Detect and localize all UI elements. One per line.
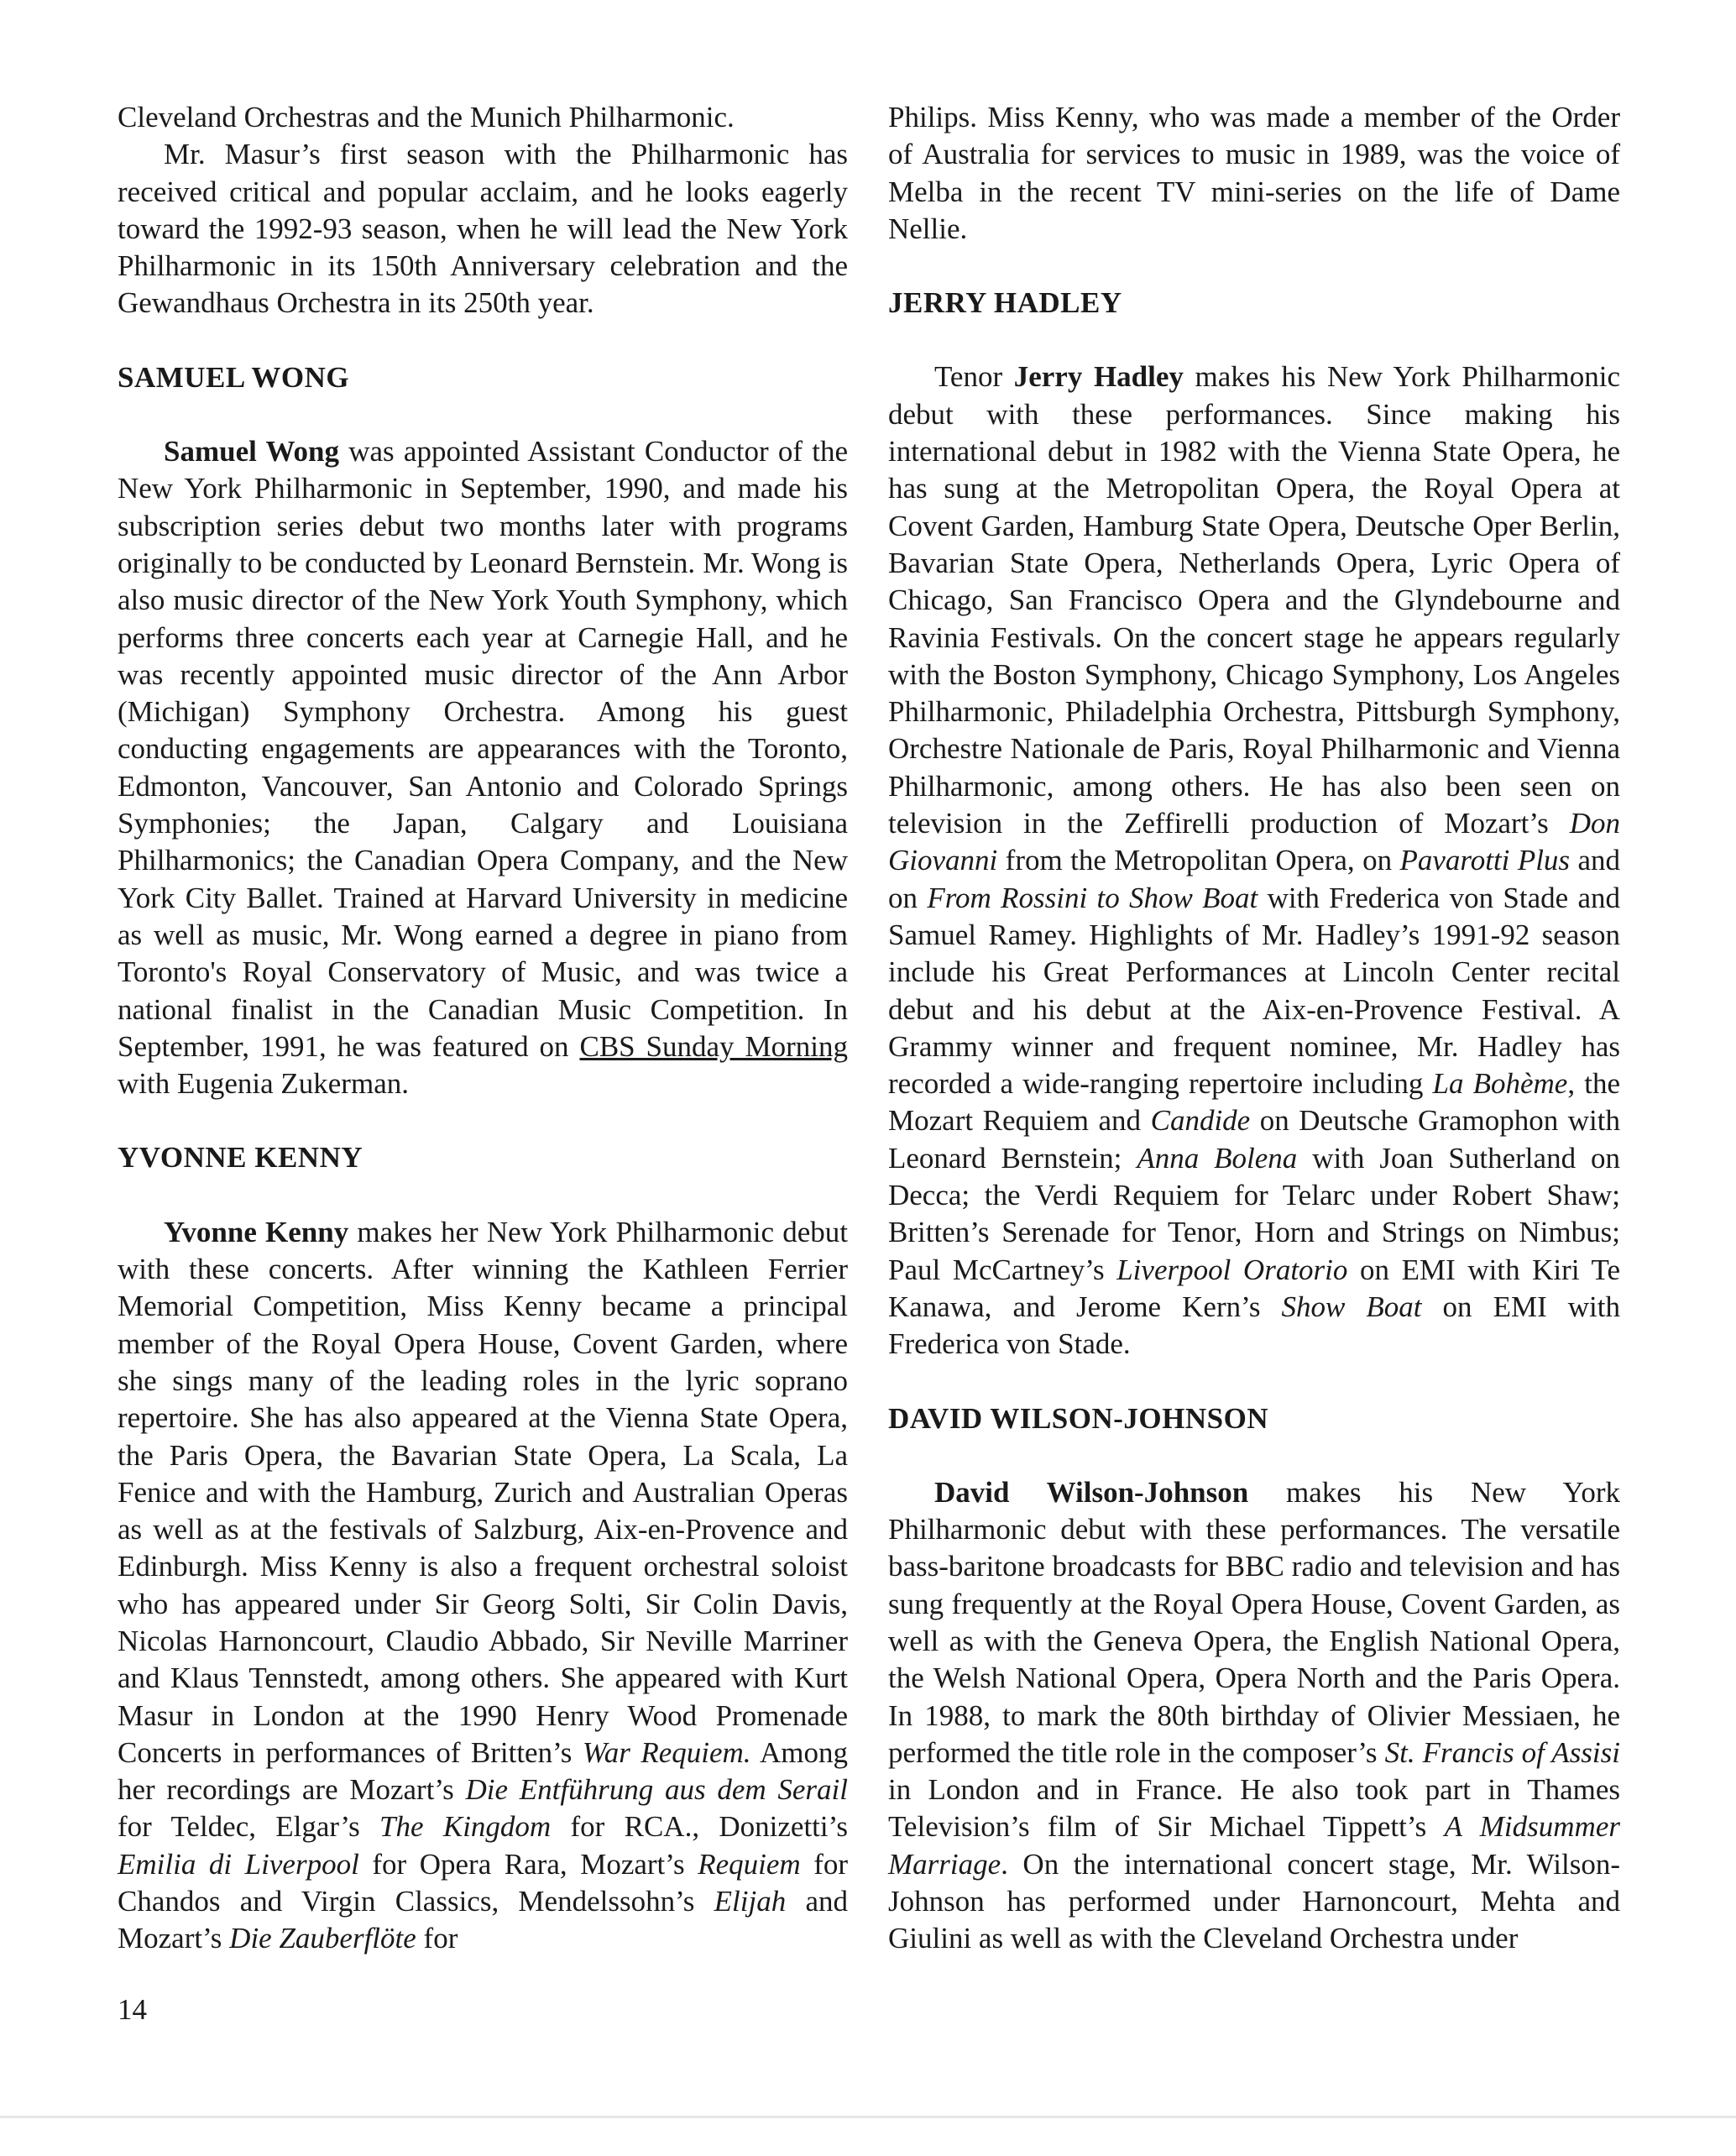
hadley-text-9: on EMI with Frederica von Stade. bbox=[888, 1290, 1620, 1361]
kenny-text-8: for bbox=[416, 1922, 458, 1955]
wilson-text-2: in London and in France. He also took part in Thames Television’s film of Sir Michael Tippett’s bbox=[888, 1773, 1620, 1844]
kenny-text-3: for Teldec, Elgar’s bbox=[118, 1810, 380, 1844]
kenny-work-elijah: Elijah bbox=[714, 1885, 787, 1918]
kenny-text-6: for Chandos and Virgin Classics, Mendelssohn’s bbox=[118, 1847, 849, 1918]
kenny-text-4: for RCA., Donizetti’s bbox=[551, 1810, 848, 1844]
left-column bbox=[118, 99, 848, 1958]
wilson-johnson-bio bbox=[888, 1474, 1620, 1958]
hadley-work-show-boat: Show Boat bbox=[1281, 1290, 1422, 1323]
kenny-work-kingdom: The Kingdom bbox=[379, 1810, 552, 1844]
wong-show-title: CBS Sunday Morning bbox=[579, 1029, 848, 1063]
hadley-work-rossini-show-boat: From Rossini to Show Boat bbox=[927, 881, 1258, 914]
kenny-bio-continued: Philips. Miss Kenny, who was made a member of the Order of Australia for services to music in 1989, was the voice of Melba in the recent TV mini-series on the life of Dame Nellie. bbox=[888, 101, 1620, 245]
kenny-text-1: makes her New York Philharmonic debut with these concerts. After winning the Kathleen Ferrier Memorial Competition, Miss Kenny became a principal member of the Royal Opera House, Covent Garden, where she sings many of the leading roles in the lyric soprano repertoire. She has also appeared at the Vienna State Opera, the Paris Opera, the Bavarian State Opera, La Scala, La Fenice and with the Hamburg, Zurich and Australian Operas as well as at the festivals of Salzburg, Aix-en-Provence and Edinburgh. Miss Kenny is also a frequent orchestral soloist who has appeared under Sir Georg Solti, Sir Colin Davis, Nicolas Harnoncourt, Claudio Abbado, Sir Neville Marriner and Klaus Tennstedt, among others. She appeared with Kurt Masur in London at the 1990 Henry Wood Promenade Concerts in performances of Britten’s bbox=[118, 1215, 848, 1769]
hadley-work-la-boheme: La Bohème bbox=[1432, 1067, 1568, 1101]
heading-yvonne-kenny: YVONNE KENNY bbox=[118, 1141, 363, 1175]
masur-bio-continued-p1: Cleveland Orchestras and the Munich Philharmonic. bbox=[118, 101, 735, 133]
right-column bbox=[888, 99, 1620, 1958]
page-number: 14 bbox=[118, 1993, 147, 2026]
wong-text-2: with Eugenia Zukerman. bbox=[118, 1067, 409, 1101]
kenny-work-emilia: Emilia di Liverpool bbox=[118, 1847, 359, 1881]
hadley-text-7: with Joan Sutherland on Decca; the Verdi Requiem for Telarc under Robert Shaw; Britten’s Serenade for Tenor, Horn and Strings on Nimbus; Paul McCartney’s bbox=[888, 1141, 1620, 1286]
hadley-bio bbox=[888, 358, 1620, 1363]
heading-david-wilson-johnson: DAVID WILSON-JOHNSON bbox=[888, 1401, 1269, 1435]
kenny-work-zauberflote: Die Zauberflöte bbox=[229, 1922, 416, 1955]
kenny-text-2: Among her recordings are Mozart’s bbox=[118, 1735, 848, 1807]
hadley-name: Jerry Hadley bbox=[1013, 360, 1184, 394]
hadley-text-3: and on bbox=[888, 844, 1620, 914]
hadley-work-anna-bolena: Anna Bolena bbox=[1137, 1141, 1298, 1175]
kenny-text-5: for Opera Rara, Mozart’s bbox=[358, 1847, 698, 1881]
wong-name: Samuel Wong bbox=[164, 435, 339, 468]
wilson-text-1: makes his New York Philharmonic debut with these performances. The versatile bass-baritone broadcasts for BBC radio and television and has sung frequently at the Royal Opera House, Covent Garden, as well as with the Geneva Opera, the English National Opera, the Welsh National Opera, Opera North and the Paris Opera. In 1988, to mark the 80th birthday of Olivier Messiaen, he performed the title role in the composer’s bbox=[888, 1475, 1620, 1769]
kenny-text-7: and Mozart’s bbox=[118, 1885, 848, 1955]
hadley-work-liverpool-oratorio: Liverpool Oratorio bbox=[1116, 1253, 1348, 1286]
wilson-johnson-name: David Wilson-Johnson bbox=[934, 1475, 1249, 1509]
heading-jerry-hadley: JERRY HADLEY bbox=[888, 286, 1122, 320]
hadley-work-candide: Candide bbox=[1150, 1104, 1251, 1138]
wilson-work-st-francis: St. Francis of Assisi bbox=[1384, 1735, 1620, 1769]
wong-text-1: was appointed Assistant Conductor of the New York Philharmonic in September, 1990, and made his subscription series debut two months later with programs originally to be conducted by Leonard Bernstein. Mr. Wong is also music director of the New York Youth Symphony, which performs three concerts each year at Carnegie Hall, and he was recently appointed music director of the Ann Arbor (Michigan) Symphony Orchestra. Among his guest conducting engagements are appearances with the Toronto, Edmonton, Vancouver, San Antonio and Colorado Springs Symphonies; the Japan, Calgary and Louisiana Philharmonics; the Canadian Opera Company, and the New York City Ballet. Trained at Harvard University in medicine as well as music, Mr. Wong earned a degree in piano from Toronto's Royal Conservatory of Music, and was twice a national finalist in the Canadian Music Competition. In September, 1991, he was featured on bbox=[118, 435, 848, 1063]
hadley-text-1: makes his New York Philharmonic debut with these performances. Since making his international debut in 1982 with the Vienna State Opera, he has sung at the Metropolitan Opera, the Royal Opera at Covent Garden, Hamburg State Opera, Deutsche Oper Berlin, Bavarian State Opera, Netherlands Opera, Lyric Opera of Chicago, San Francisco Opera and the Glyndebourne and Ravinia Festivals. On the concert stage he appears regularly with the Boston Symphony, Chicago Symphony, Los Angeles Philharmonic, Philadelphia Orchestra, Pittsburgh Symphony, Orchestre Nationale de Paris, Royal Philharmonic and Vienna Philharmonic, among others. He has also been seen on television in the Zeffirelli production of Mozart’s bbox=[888, 360, 1620, 840]
kenny-work-entfuhrung: Die Entführung aus dem Serail bbox=[465, 1773, 848, 1807]
wong-bio bbox=[118, 433, 848, 1102]
wilson-work-midsummer-marriage: A Midsummer Marriage bbox=[888, 1810, 1620, 1881]
hadley-text-5: , the Mozart Requiem and bbox=[888, 1067, 1620, 1138]
hadley-work-pavarotti-plus: Pavarotti Plus bbox=[1399, 844, 1571, 877]
hadley-text-4: with Frederica von Stade and Samuel Ramey. Highlights of Mr. Hadley’s 1991-92 season include his Great Performances at Lincoln Center recital debut and his debut at the Aix-en-Provence Festival. A Grammy winner and frequent nominee, Mr. Hadley has recorded a wide-ranging repertoire including bbox=[888, 881, 1620, 1101]
kenny-name: Yvonne Kenny bbox=[164, 1215, 349, 1248]
hadley-work-don-giovanni: Don Giovanni bbox=[888, 807, 1620, 877]
hadley-text-6: on Deutsche Gramophon with Leonard Bernstein; bbox=[888, 1104, 1621, 1175]
heading-samuel-wong: SAMUEL WONG bbox=[118, 360, 350, 394]
masur-bio-continued-p2: Mr. Masur’s first season with the Philharmonic has received critical and popular acclaim, and he looks eagerly toward the 1992-93 season, when he will lead the New York Philharmonic in its 150th Anniversary celebration and the Gewandhaus Orchestra in its 250th year. bbox=[118, 138, 848, 320]
kenny-work-requiem: Requiem bbox=[698, 1847, 801, 1881]
page-bottom-edge bbox=[0, 2116, 1736, 2118]
hadley-lead: Tenor bbox=[934, 360, 1014, 394]
kenny-work-war-requiem: War Requiem. bbox=[582, 1735, 751, 1769]
hadley-text-2: from the Metropolitan Opera, on bbox=[997, 844, 1400, 877]
wilson-text-3: . On the international concert stage, Mr. Wilson-Johnson has performed under Harnoncourt, Mehta and Giulini as well as with the Cleveland Orchestra under bbox=[888, 1847, 1620, 1955]
hadley-text-8: on EMI with Kiri Te Kanawa, and Jerome Kern’s bbox=[888, 1253, 1620, 1323]
kenny-bio bbox=[118, 1214, 848, 1958]
